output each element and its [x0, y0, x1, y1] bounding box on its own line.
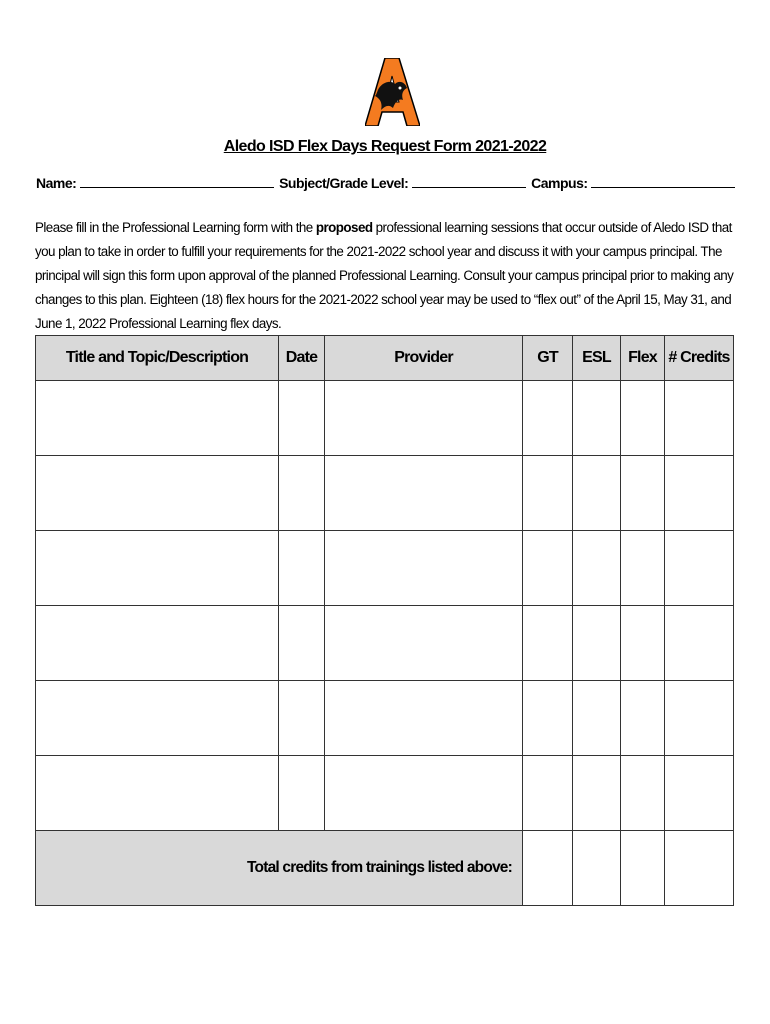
table-row — [36, 456, 734, 531]
provider-cell[interactable] — [325, 381, 523, 456]
date-cell[interactable] — [279, 606, 325, 681]
provider-cell[interactable] — [325, 606, 523, 681]
table-row — [36, 681, 734, 756]
title-cell[interactable] — [36, 606, 279, 681]
header-esl: ESL — [573, 336, 621, 381]
campus-field[interactable] — [591, 174, 735, 188]
credits-cell[interactable] — [665, 756, 734, 831]
gt-cell[interactable] — [523, 606, 573, 681]
title-cell[interactable] — [36, 756, 279, 831]
provider-cell[interactable] — [325, 531, 523, 606]
instructions-paragraph — [35, 216, 735, 336]
flex-cell[interactable] — [621, 681, 665, 756]
provider-cell[interactable] — [325, 456, 523, 531]
esl-cell[interactable] — [573, 756, 621, 831]
provider-cell[interactable] — [325, 681, 523, 756]
intro-text-1: Please fill in the Professional Learning form with the — [35, 220, 316, 235]
campus-label: Campus: — [531, 175, 588, 191]
total-credits-label: Total credits from trainings listed above: — [36, 831, 523, 906]
date-cell[interactable] — [279, 531, 325, 606]
credits-cell[interactable] — [665, 531, 734, 606]
title-cell[interactable] — [36, 681, 279, 756]
gt-cell[interactable] — [523, 456, 573, 531]
gt-cell[interactable] — [523, 531, 573, 606]
total-gt-cell[interactable] — [523, 831, 573, 906]
form-fields — [36, 174, 736, 191]
header-credits: # Credits — [665, 336, 734, 381]
flex-cell[interactable] — [621, 456, 665, 531]
esl-cell[interactable] — [573, 681, 621, 756]
esl-cell[interactable] — [573, 531, 621, 606]
title-cell[interactable] — [36, 456, 279, 531]
name-field[interactable] — [80, 174, 274, 188]
page-title: Aledo ISD Flex Days Request Form 2021-2022 — [223, 138, 547, 155]
total-row — [36, 831, 734, 906]
table-header-row — [36, 336, 734, 381]
flex-cell[interactable] — [621, 381, 665, 456]
table-row — [36, 531, 734, 606]
name-label: Name: — [36, 175, 77, 191]
esl-cell[interactable] — [573, 456, 621, 531]
total-credits-cell[interactable] — [665, 831, 734, 906]
aledo-logo-icon — [365, 58, 420, 126]
total-esl-cell[interactable] — [573, 831, 621, 906]
table-row — [36, 606, 734, 681]
table-row — [36, 756, 734, 831]
header-flex: Flex — [621, 336, 665, 381]
header-gt: GT — [523, 336, 573, 381]
gt-cell[interactable] — [523, 681, 573, 756]
gt-cell[interactable] — [523, 756, 573, 831]
date-cell[interactable] — [279, 381, 325, 456]
credits-cell[interactable] — [665, 681, 734, 756]
esl-cell[interactable] — [573, 381, 621, 456]
intro-bold-proposed: proposed — [315, 220, 373, 235]
flex-days-table — [35, 335, 734, 906]
gt-cell[interactable] — [523, 381, 573, 456]
total-flex-cell[interactable] — [621, 831, 665, 906]
credits-cell[interactable] — [665, 456, 734, 531]
provider-cell[interactable] — [325, 756, 523, 831]
flex-cell[interactable] — [621, 531, 665, 606]
title-cell[interactable] — [36, 531, 279, 606]
title-cell[interactable] — [36, 381, 279, 456]
intro-text-2: professional learning sessions that occur outside of Aledo ISD that you plan to take in order to fulfill your requirements for the 2021-2022 school year and discuss it with your campus principal. The principal will sign this form upon approval of the planned Professional Learning. Consult your campus principal prior to making any changes to this plan. Eighteen (18) flex hours for the 2021-2022 school year may be used to “flex out” of the April 15, May 31, and June 1, 2022 Professional Learning flex days. — [35, 220, 734, 331]
table-row — [36, 381, 734, 456]
header-title: Title and Topic/Description — [36, 336, 279, 381]
flex-cell[interactable] — [621, 606, 665, 681]
date-cell[interactable] — [279, 756, 325, 831]
credits-cell[interactable] — [665, 606, 734, 681]
flex-cell[interactable] — [621, 756, 665, 831]
header-date: Date — [279, 336, 325, 381]
esl-cell[interactable] — [573, 606, 621, 681]
date-cell[interactable] — [279, 681, 325, 756]
subject-grade-label: Subject/Grade Level: — [279, 175, 409, 191]
subject-grade-field[interactable] — [412, 174, 526, 188]
credits-cell[interactable] — [665, 381, 734, 456]
date-cell[interactable] — [279, 456, 325, 531]
header-provider: Provider — [325, 336, 523, 381]
